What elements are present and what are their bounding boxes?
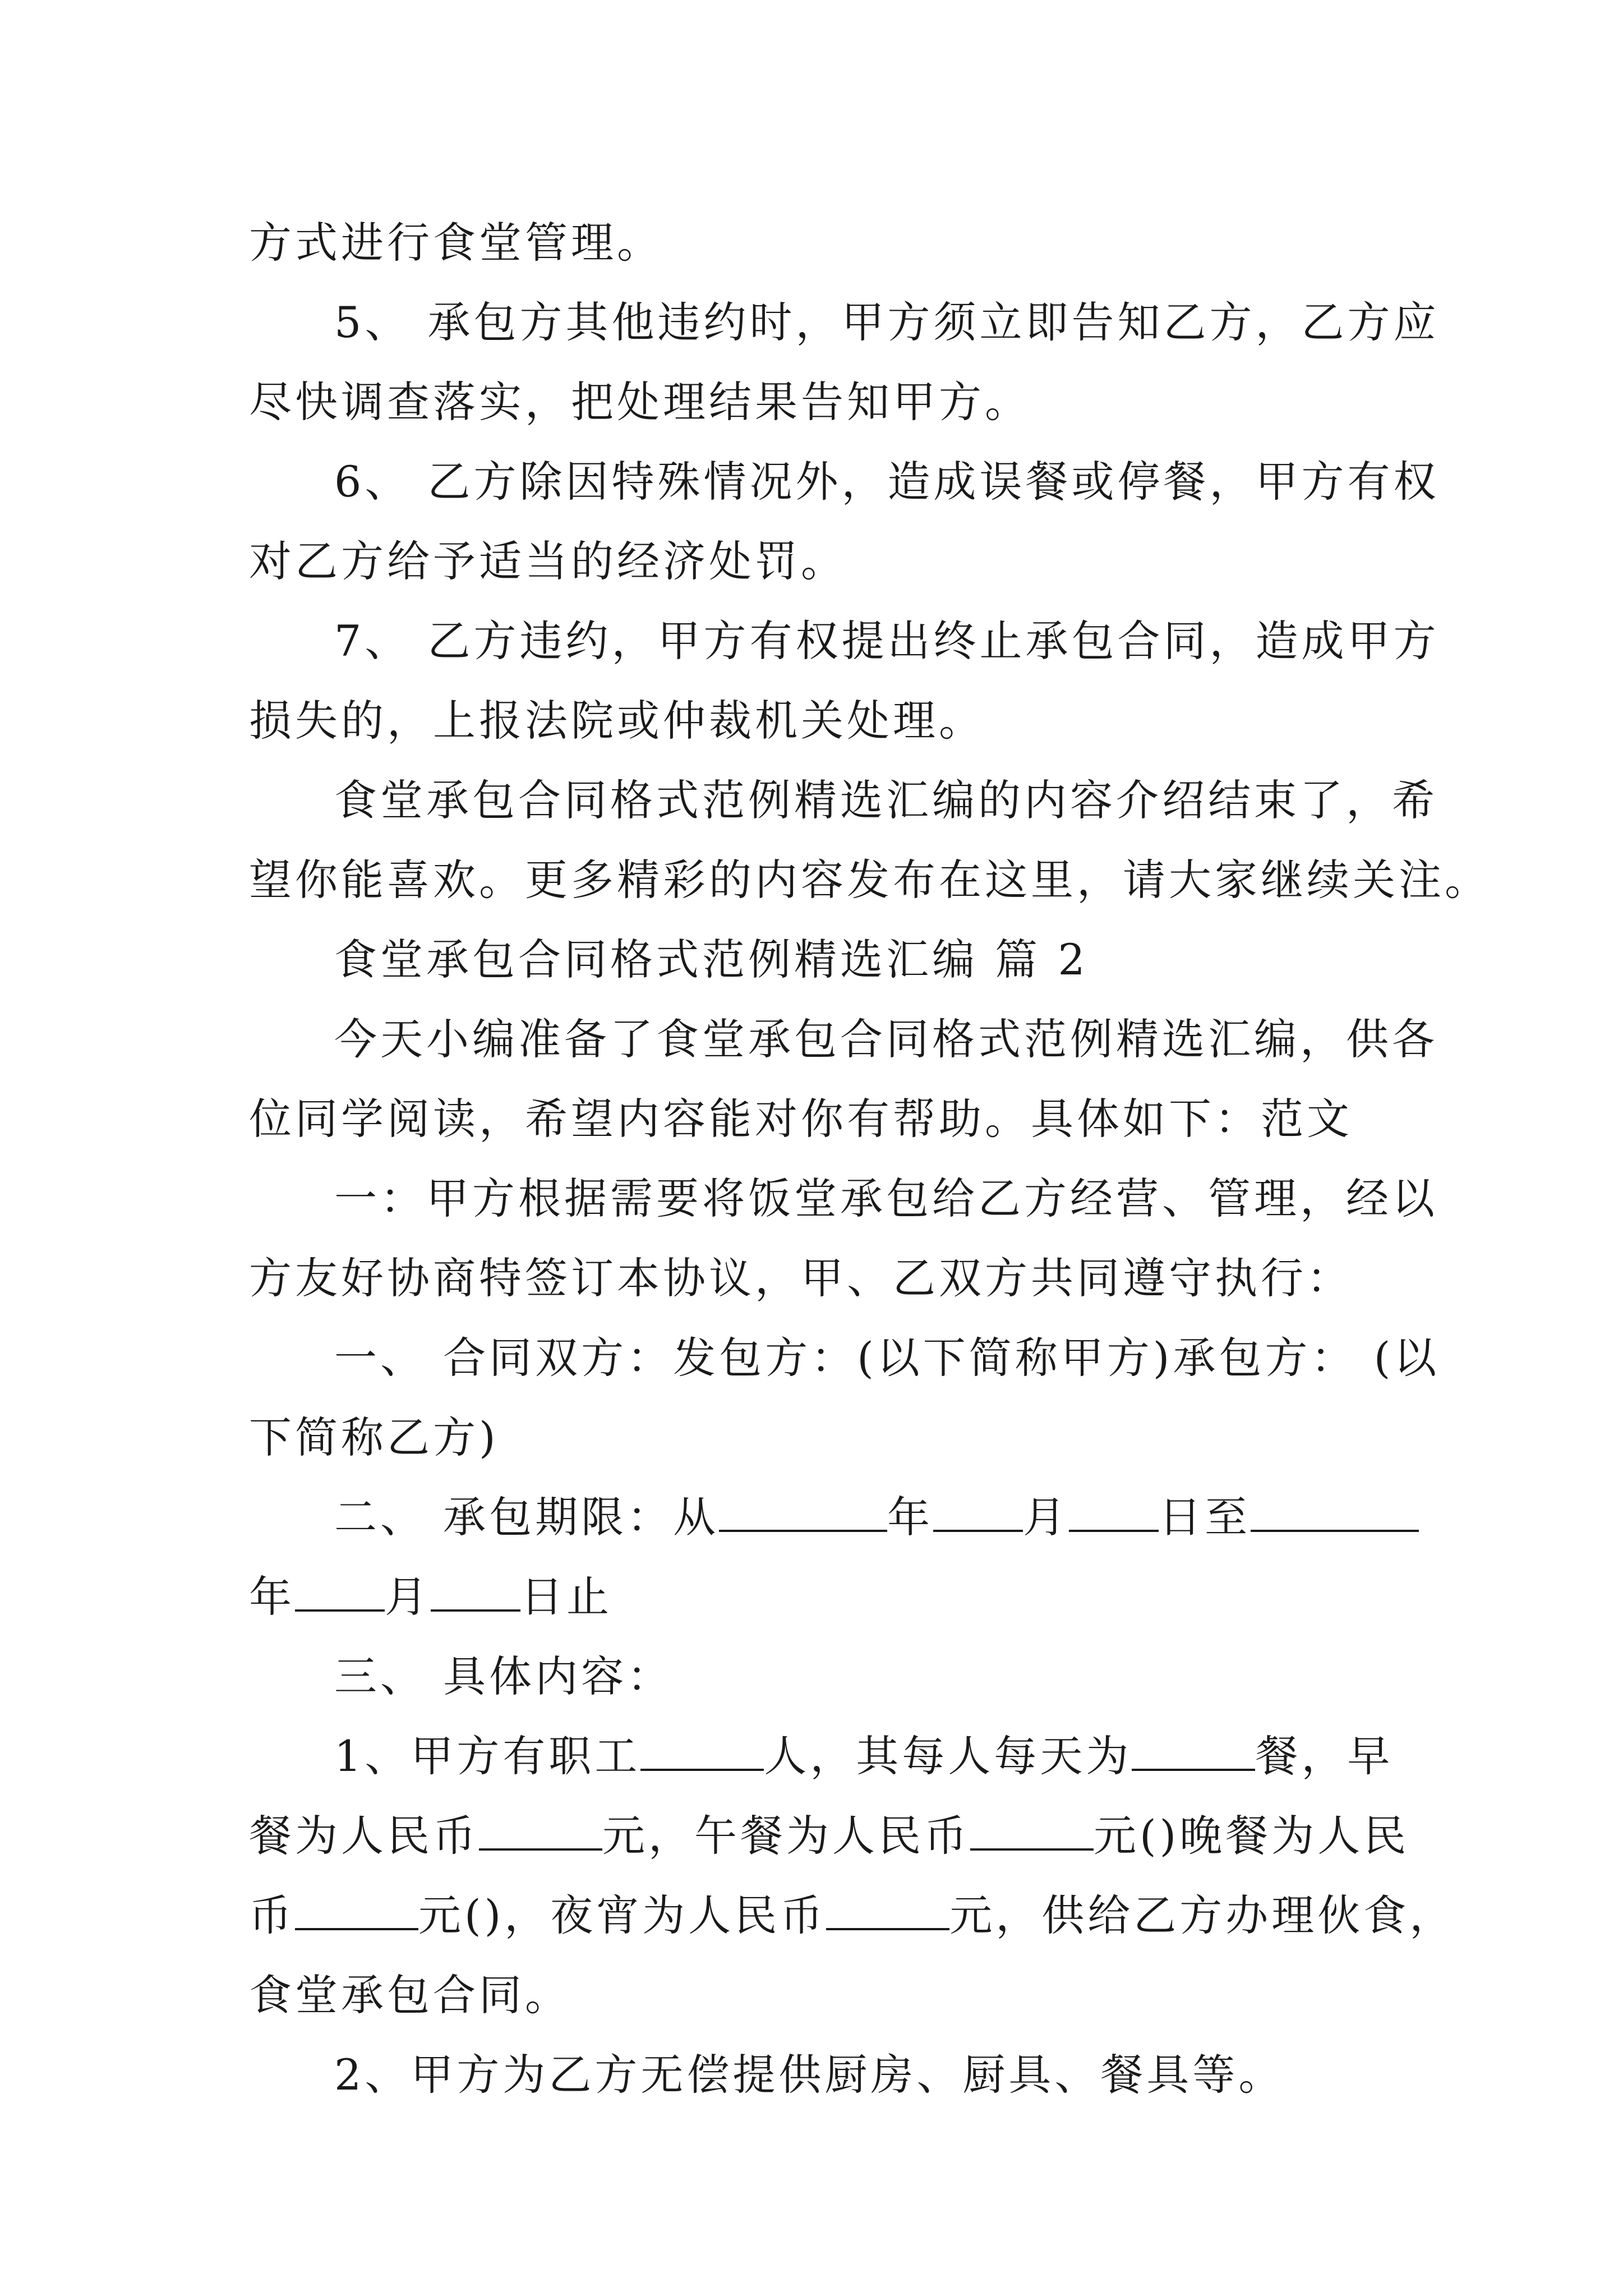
- paragraph-clause-5: [249, 283, 1440, 362]
- text-line: 三、 具体内容：: [334, 1651, 674, 1701]
- text-line: 方友好协商特签订本协议，甲、乙双方共同遵守执行：: [249, 1253, 1353, 1303]
- item1-text-b: 人，其每人每天为: [764, 1731, 1132, 1781]
- text-line: 方式进行食堂管理。: [249, 218, 663, 268]
- document-body: [249, 203, 1491, 2115]
- meals-count-blank[interactable]: [1132, 1733, 1255, 1771]
- text-line: 位同学阅读，希望内容能对你有帮助。具体如下：范文: [249, 1094, 1353, 1144]
- item1-line-2: [249, 1796, 1410, 1876]
- breakfast-price-blank[interactable]: [479, 1812, 602, 1851]
- paragraph-preamble-cont: [249, 1239, 1374, 1318]
- term-day-label: 日至: [1159, 1492, 1251, 1542]
- end-year-blank[interactable]: [1251, 1494, 1419, 1532]
- term-month-label: 月: [1023, 1492, 1069, 1542]
- text-line: 下简称乙方): [249, 1412, 499, 1462]
- term-line-1: [249, 1478, 1374, 1557]
- paragraph-clause-7-cont: [249, 681, 1374, 761]
- supper-price-blank[interactable]: [826, 1892, 949, 1930]
- end-day-blank[interactable]: [431, 1573, 520, 1612]
- paragraph-term: [249, 1478, 1374, 1557]
- text-line: 6、 乙方除因特殊情况外，造成误餐或停餐，甲方有权: [334, 457, 1440, 507]
- text-line: 食堂承包合同格式范例精选汇编 篇 2: [334, 935, 1089, 984]
- item1-text-g: 币: [249, 1890, 295, 1940]
- paragraph-item-2: [249, 2035, 1374, 2115]
- text-line: 尽快调查落实，把处理结果告知甲方。: [249, 377, 1031, 427]
- day-blank[interactable]: [1069, 1494, 1159, 1532]
- term-prefix: 二、 承包期限：从: [334, 1492, 720, 1542]
- paragraph-intro-cont: [249, 1079, 1374, 1159]
- text-line: 5、 承包方其他违约时，甲方须立即告知乙方，乙方应: [334, 297, 1440, 347]
- paragraph-intro: [249, 1000, 1438, 1079]
- paragraph-closing: [249, 761, 1438, 840]
- text-line: 食堂承包合同格式范例精选汇编的内容介绍结束了，希: [334, 775, 1438, 825]
- paragraph-closing-cont: [249, 840, 1491, 920]
- paragraph-item-1: [249, 1717, 1394, 1796]
- item1-text-c: 餐，早: [1255, 1731, 1394, 1781]
- end-month-blank[interactable]: [295, 1573, 385, 1612]
- text-line: 对乙方给予适当的经济处罚。: [249, 536, 847, 586]
- paragraph-item-1-cont-3: [249, 1955, 1374, 2035]
- item1-text-a: 1、甲方有职工: [334, 1731, 641, 1781]
- item1-text-h: 元()，夜宵为人民币: [418, 1890, 827, 1940]
- section-heading: [249, 920, 1374, 1000]
- content-heading: [249, 1637, 1374, 1717]
- item1-line-1: [249, 1717, 1394, 1796]
- item1-line-4: 食堂承包合同。: [249, 1970, 571, 2020]
- paragraph-clause-5-cont: [249, 362, 1374, 442]
- text-line: 2、甲方为乙方无偿提供厨房、厨具、餐具等。: [334, 2050, 1285, 2100]
- paragraph-0: [249, 203, 1374, 283]
- month-blank[interactable]: [933, 1494, 1023, 1532]
- text-line: 一、 合同双方：发包方：(以下简称甲方)承包方： (以: [334, 1333, 1440, 1383]
- paragraph-clause-6: [249, 442, 1440, 522]
- term-end-label: 日止: [520, 1572, 612, 1622]
- text-line: 今天小编准备了食堂承包合同格式范例精选汇编，供各: [334, 1014, 1438, 1064]
- dinner-price-blank[interactable]: [295, 1892, 418, 1930]
- staff-count-blank[interactable]: [640, 1733, 764, 1771]
- item1-text-d: 餐为人民币: [249, 1811, 479, 1861]
- item1-line-3: [249, 1876, 1456, 1955]
- year-blank[interactable]: [719, 1494, 887, 1532]
- text-line: 7、 乙方违约，甲方有权提出终止承包合同，造成甲方: [334, 616, 1440, 666]
- paragraph-parties-cont: [249, 1398, 1374, 1478]
- paragraph-parties: [249, 1318, 1440, 1398]
- paragraph-item-1-cont: [249, 1796, 1410, 1876]
- term-end-month-label: 月: [385, 1572, 431, 1622]
- paragraph-clause-7: [249, 601, 1440, 681]
- text-line: 一：甲方根据需要将饭堂承包给乙方经营、管理，经以: [334, 1174, 1438, 1223]
- term-year-label: 年: [887, 1492, 934, 1542]
- text-line: 损失的，上报法院或仲裁机关处理。: [249, 696, 985, 746]
- term-end-year-label: 年: [249, 1572, 295, 1622]
- item1-text-e: 元，午餐为人民币: [602, 1811, 970, 1861]
- lunch-price-blank[interactable]: [970, 1812, 1094, 1851]
- paragraph-item-1-cont-2: [249, 1876, 1456, 1955]
- paragraph-term-cont: [249, 1557, 1374, 1637]
- paragraph-clause-6-cont: [249, 522, 1374, 601]
- term-line-2: [249, 1557, 1374, 1637]
- paragraph-preamble: [249, 1159, 1438, 1239]
- item1-text-f: 元()晚餐为人民: [1094, 1811, 1410, 1861]
- item1-text-i: 元，供给乙方办理伙食，: [949, 1890, 1456, 1940]
- text-line: 望你能喜欢。更多精彩的内容发布在这里，请大家继续关注。: [249, 855, 1491, 905]
